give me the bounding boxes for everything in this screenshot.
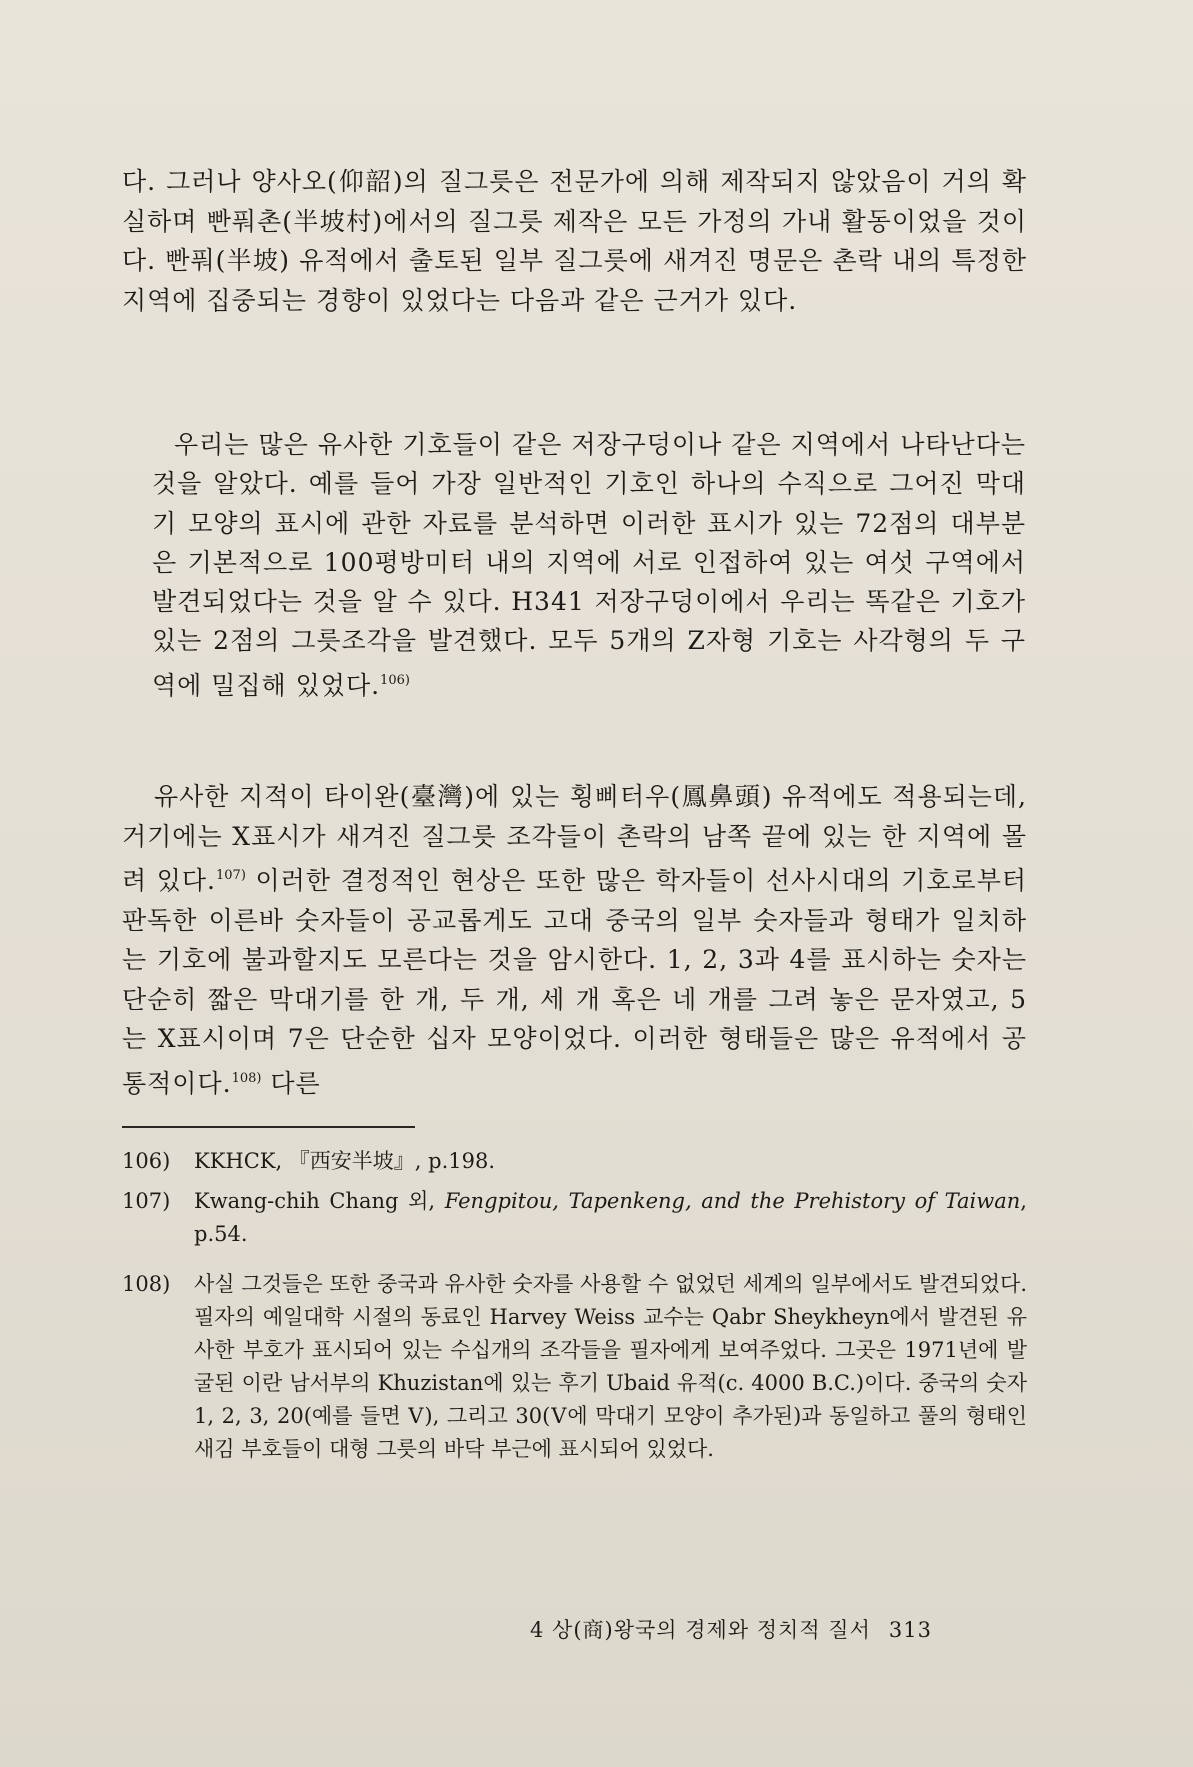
footnote-number: 107) [122,1189,171,1213]
footnote-ref-108[interactable]: 108) [231,1070,262,1086]
chapter-title: 4 상(商)왕국의 경제와 정치적 질서 [530,1618,871,1642]
footnote-text: 사실 그것들은 또한 중국과 유사한 숫자를 사용할 수 없었던 세계의 일부에서도 발견되었다. 필자의 예일대학 시절의 동료인 Harvey Weiss 교수는 Qabr Sheykheyn에서 발견된 유사한 부호가 표시되어 있는 수십개의 조각들을 필자에게 보여주었다. 그곳은 1971년에 발굴된 이란 남서부의 Khuzistan에 있는 후기 Ubaid 유적(c. 4000 B.C.)이다. 중국의 숫자 1, 2, 3, 20(예를 들면 Ⅴ), 그리고 30(Ⅴ에 막대기 모양이 추가된)과 동일하고 풀의 형태인 새김 부호들이 대형 그릇의 바닥 부근에 표시되어 있었다. [194,1272,1027,1461]
running-footer [530,1614,932,1644]
body-paragraph-1: 다. 그러나 양사오(仰韶)의 질그릇은 전문가에 의해 제작되지 않았음이 거의 확실하며 빤풔촌(半坡村)에서의 질그릇 제작은 모든 가정의 가내 활동이었을 것이다. 빤풔(半坡) 유적에서 출토된 일부 질그릇에 새겨진 명문은 촌락 내의 특정한 지역에 집중되는 경향이 있었다는 다음과 같은 근거가 있다. [122,167,1027,315]
footnote-number: 108) [122,1272,171,1296]
footnote-ref-107[interactable]: 107) [216,868,246,883]
footnote-divider [122,1126,415,1128]
footnote-page: , p.54. [194,1189,1027,1246]
footnote-107 [122,1185,1027,1251]
page-number: 313 [888,1618,932,1642]
footnote-108 [122,1268,1027,1466]
footnote-number: 106) [122,1149,171,1173]
paragraph-2-text-c: 다른 [261,1068,321,1098]
footnote-author: Kwang-chih Chang 외, [194,1189,436,1213]
block-quote-text: 우리는 많은 유사한 기호들이 같은 저장구덩이나 같은 지역에서 나타난다는 것을 알았다. 예를 들어 가장 일반적인 기호인 하나의 수직으로 그어진 막대기 모양의 표시에 관한 자료를 분석하면 이러한 표시가 있는 72점의 대부분은 기본적으로 100평방미터 내의 지역에 서로 인접하여 있는 여섯 구역에서 발견되었다는 것을 알 수 있다. H341 저장구덩이에서 우리는 똑같은 기호가 있는 2점의 그릇조각을 발견했다. 모두 5개의 Z자형 기호는 사각형의 두 구역에 밀집해 있었다. [152,430,1026,700]
block-quote [152,425,1026,705]
footnote-text [194,1185,1027,1251]
footnote-106 [122,1145,1027,1178]
footnote-ref-106[interactable]: 106) [380,672,410,688]
paragraph-2-text-b: 이러한 결정적인 현상은 또한 많은 학자들이 선사시대의 기호로부터 판독한 이른바 숫자들이 공교롭게도 고대 중국의 일부 숫자들과 형태가 일치하는 기호에 불과할지도 모른다는 것을 암시한다. 1, 2, 3과 4를 표시하는 숫자는 단순히 짧은 막대기를 한 개, 두 개, 세 개 혹은 네 개를 그려 놓은 문자였고, 5는 X표시이며 7은 단순한 십자 모양이었다. 이러한 형태들은 많은 유적에서 공통적이다. [122,866,1027,1098]
footnote-text: KKHCK, 『西安半坡』, p.198. [194,1149,496,1173]
body-paragraph-2 [122,777,1027,1103]
paragraph-2-text-a: 유사한 지적이 타이완(臺灣)에 있는 횡삐터우(鳳鼻頭) 유적에도 적용되는데, 거기에는 X표시가 새겨진 질그릇 조각들이 촌락의 남쪽 끝에 있는 한 지역에 몰려 있다. [122,782,1027,895]
footnote-book-title: Fengpitou, Tapenkeng, and the Prehistory of Taiwan [444,1189,1021,1213]
